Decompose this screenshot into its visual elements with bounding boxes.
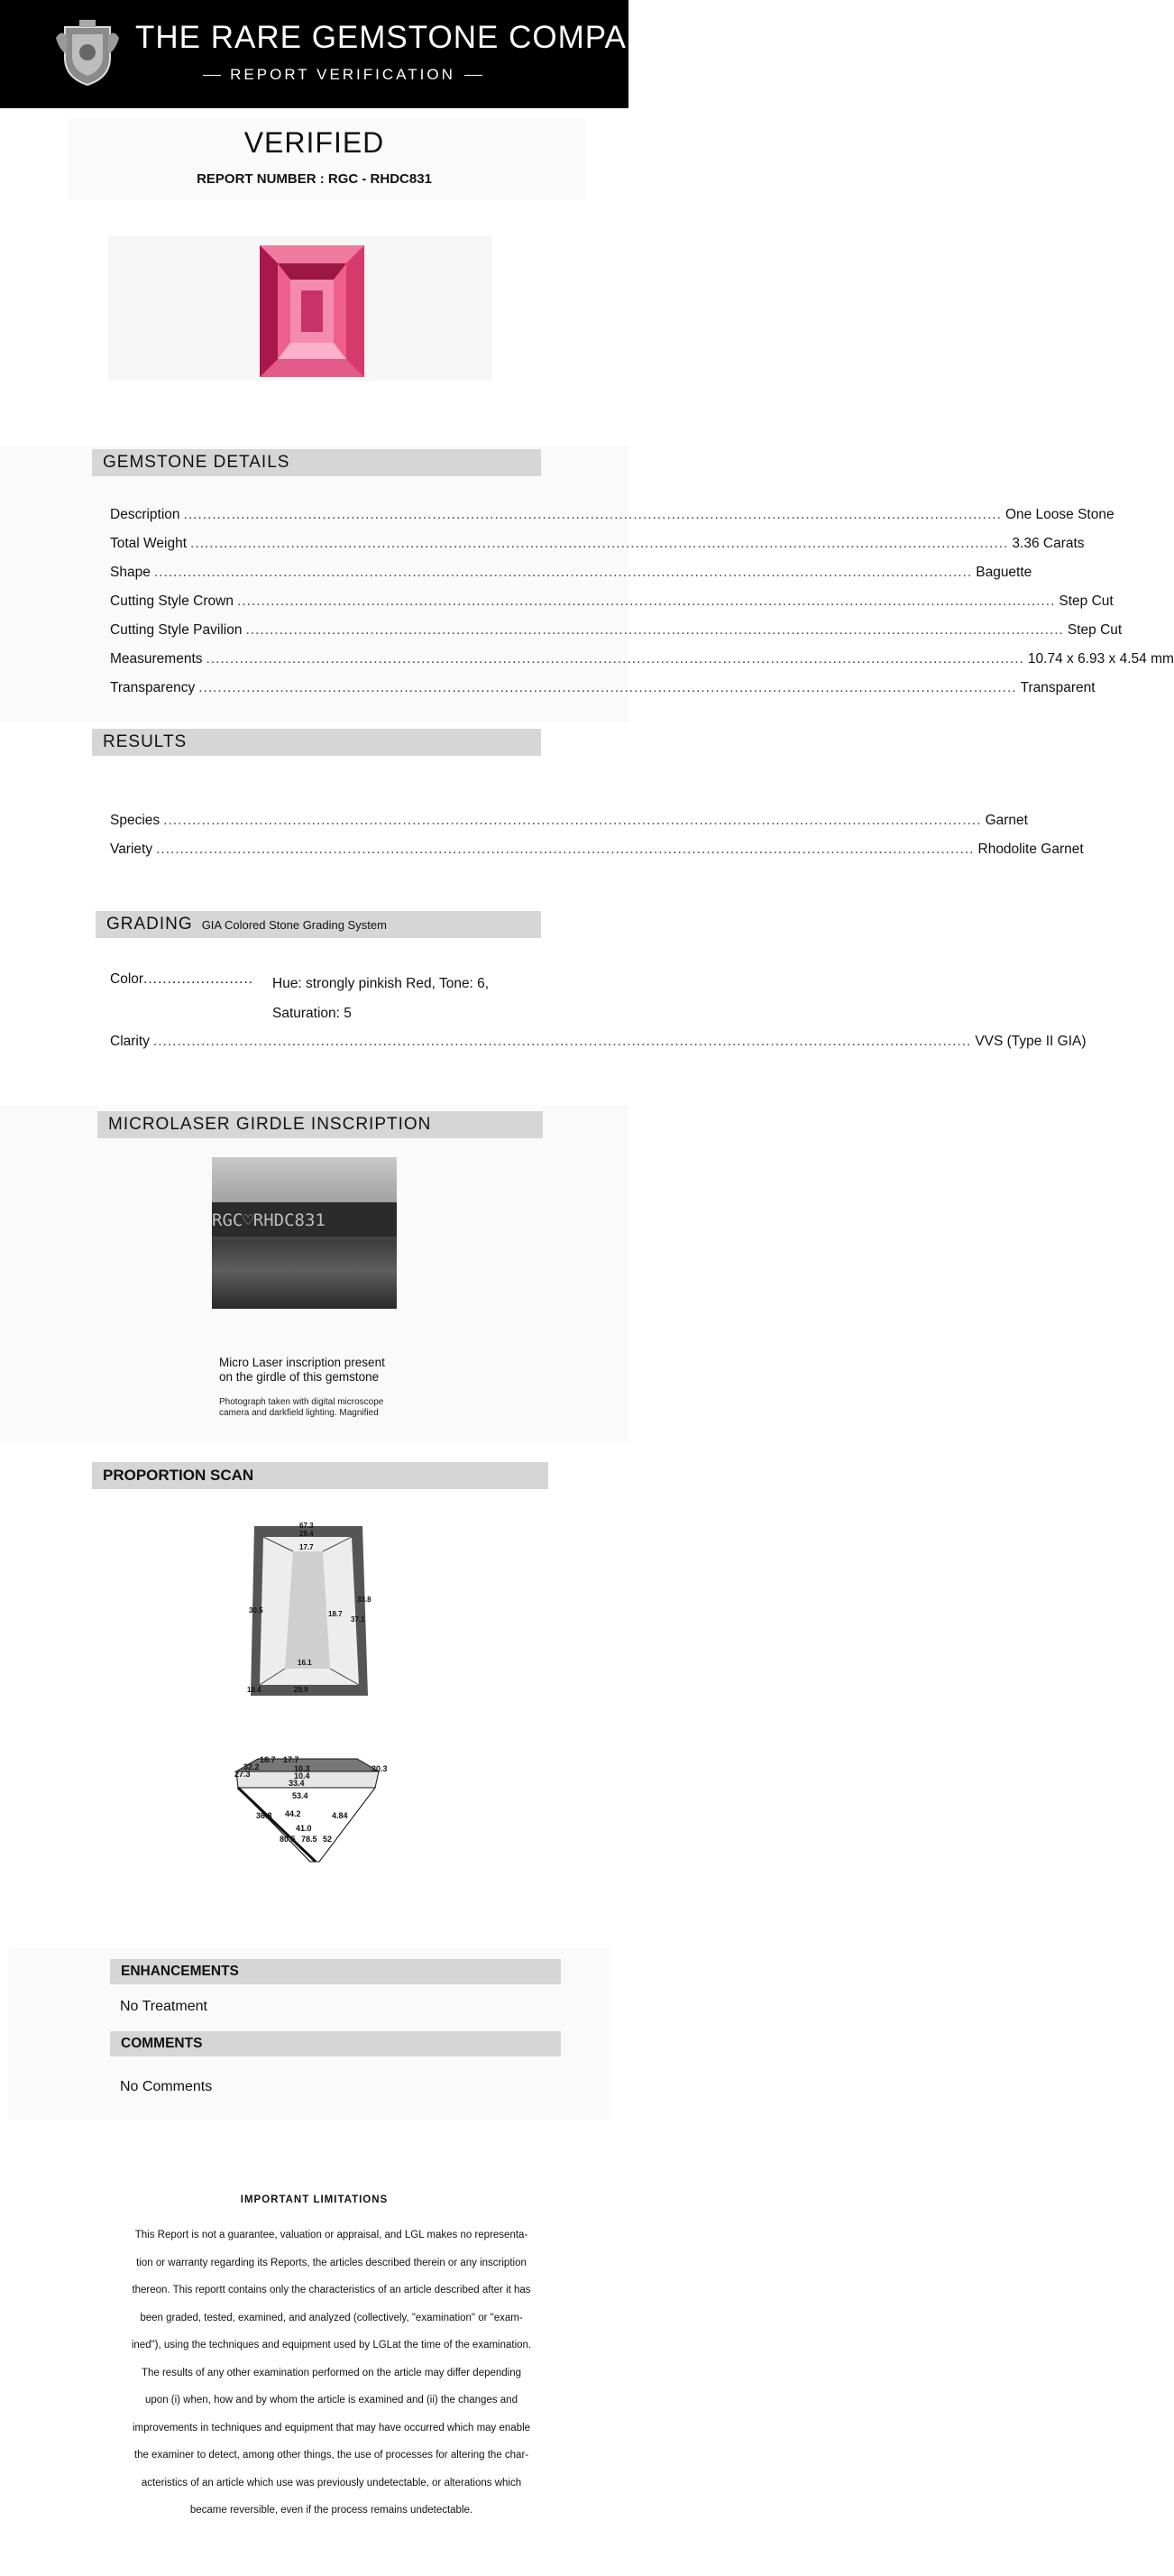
limitations-heading: IMPORTANT LIMITATIONS	[240, 2194, 389, 2205]
svg-text:17.7: 17.7	[283, 1755, 299, 1764]
report-number: REPORT NUMBER : RGC - RHDC831	[197, 171, 432, 187]
proportion-top-view	[243, 1517, 379, 1702]
svg-text:37.1: 37.1	[351, 1615, 365, 1624]
detail-row-pavilion: Cutting Style Pavilion ..... Step Cut	[110, 617, 512, 639]
grading-system: GIA Colored Stone Grading System	[201, 918, 387, 932]
svg-text:80.5: 80.5	[280, 1835, 296, 1844]
detail-row-description: Description ..... One Loose Stone	[110, 501, 512, 523]
detail-row-shape: Shape ..... Baguette	[110, 559, 512, 581]
svg-text:17.7: 17.7	[299, 1543, 314, 1551]
company-crest-icon	[52, 18, 123, 88]
color-label: Color.......................	[110, 971, 254, 987]
svg-text:10.3: 10.3	[294, 1764, 310, 1773]
results-heading: RESULTS	[92, 729, 541, 756]
svg-text:53.4: 53.4	[292, 1791, 308, 1800]
comments-value: No Comments	[120, 2079, 213, 2094]
svg-text:10.4: 10.4	[294, 1771, 310, 1780]
proportion-side-view	[216, 1752, 397, 1864]
verified-status: VERIFIED	[243, 126, 385, 159]
svg-text:52: 52	[323, 1835, 333, 1844]
svg-text:27.3: 27.3	[234, 1770, 251, 1779]
clarity-row: Clarity ..... VVS (Type II GIA)	[110, 1028, 512, 1050]
svg-text:32.2: 32.2	[243, 1762, 260, 1771]
svg-text:18.7: 18.7	[260, 1755, 276, 1764]
inscription-text: RGC♡RHDC831	[212, 1210, 326, 1230]
svg-text:4.84: 4.84	[332, 1811, 348, 1820]
svg-text:30.3: 30.3	[371, 1764, 388, 1773]
svg-text:78.5: 78.5	[301, 1835, 317, 1844]
svg-text:29.9: 29.9	[294, 1686, 308, 1694]
svg-text:18.7: 18.7	[328, 1610, 343, 1618]
microlaser-heading: MICROLASER GIRDLE INSCRIPTION	[97, 1111, 543, 1138]
report-verification-subtitle: REPORT VERIFICATION	[194, 65, 491, 85]
gemstone-details-heading: GEMSTONE DETAILS	[92, 449, 541, 476]
photo-caption: Photograph taken with digital microscope camera and darkfield lighting. Magnified	[219, 1397, 384, 1418]
svg-text:41.0: 41.0	[296, 1824, 312, 1833]
svg-text:67.3: 67.3	[299, 1522, 314, 1530]
inscription-caption: Micro Laser inscription present on the girdle of this gemstone	[219, 1356, 385, 1384]
grading-heading: GRADING GIA Colored Stone Grading System	[96, 911, 541, 938]
divider	[464, 75, 482, 76]
svg-text:29.4: 29.4	[299, 1530, 314, 1538]
svg-text:30.5: 30.5	[249, 1606, 263, 1615]
proportion-scan-heading: PROPORTION SCAN	[92, 1462, 548, 1489]
divider	[203, 75, 221, 76]
svg-text:33.8: 33.8	[357, 1596, 371, 1604]
svg-text:18.4: 18.4	[247, 1686, 261, 1694]
color-value: Hue: strongly pinkish Red, Tone: 6, Saturation: 5	[272, 976, 490, 1021]
svg-text:33.4: 33.4	[289, 1779, 305, 1788]
svg-text:36.8: 36.8	[256, 1811, 272, 1820]
detail-row-transparency: Transparency ..... Transparent	[110, 675, 512, 696]
svg-text:44.2: 44.2	[285, 1809, 301, 1818]
gemstone-photo	[258, 244, 366, 379]
company-name: THE RARE GEMSTONE COMPANY ™	[135, 20, 686, 55]
comments-heading: COMMENTS	[110, 2031, 561, 2056]
detail-row-crown: Cutting Style Crown ..... Step Cut	[110, 588, 512, 610]
limitations-text: This Report is not a guarantee, valuation or appraisal, and LGL makes no representa- tion or warranty regarding its Reports, the articles described therein or any inscription thereon. This reportt contains only the characteristics of an article described after it has been graded, tested, examined, and analyzed (collectively, "examination" or "exam- ined"), using the techniques and equipment used by LGLat the time of the examination. The results of any other examination performed on the article may differ depending upon (i) when, how and by whom the article is examined and (ii) the changes and improvements in techniques and equipment that may have occurred which may enable the examiner to detect, among other things, the use of processes for altering the char- acteristics of an article which use was previously undetectable, or alterations which became reversible, even if the process remains undetectable.	[131, 2230, 532, 2516]
detail-row-total-weight: Total Weight ..... 3.36 Carats	[110, 530, 512, 552]
enhancements-heading: ENHANCEMENTS	[110, 1959, 561, 1984]
svg-text:16.1: 16.1	[298, 1659, 312, 1667]
enhancements-value: No Treatment	[120, 1999, 207, 2014]
girdle-inscription-photo	[212, 1157, 397, 1309]
result-row-species: Species ..... Garnet	[110, 807, 512, 829]
result-row-variety: Variety ..... Rhodolite Garnet	[110, 836, 512, 858]
detail-row-measurements: Measurements ..... 10.74 x 6.93 x 4.54 mm	[110, 646, 512, 667]
